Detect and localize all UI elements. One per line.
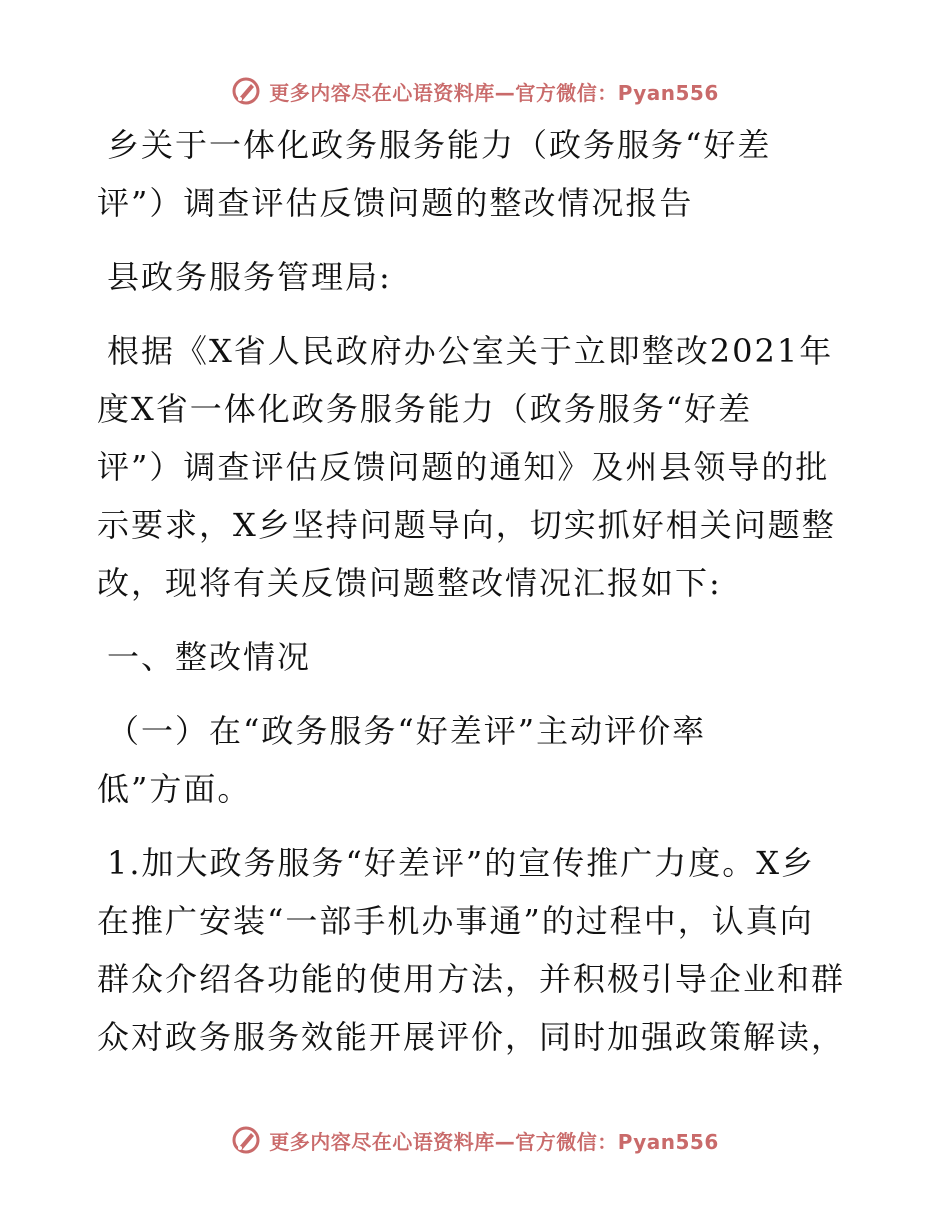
addressee: 县政务服务管理局: — [107, 258, 392, 296]
intro-line: 改，现将有关反馈问题整改情况汇报如下: — [97, 564, 722, 602]
item-paragraph-line: 群众介绍各功能的使用方法，并积极引导企业和群 — [97, 960, 846, 998]
title-line-1: 乡关于一体化政务服务能力（政务服务“好差 — [107, 126, 772, 164]
item-paragraph-line: 众对政务服务效能开展评价，同时加强政策解读， — [97, 1018, 846, 1056]
intro-line: 示要求，X乡坚持问题导向，切实抓好相关问题整 — [97, 506, 836, 544]
section-heading: 一、整改情况 — [107, 638, 312, 676]
document-body — [97, 116, 857, 1066]
subsection-heading-line: 低”方面。 — [97, 770, 252, 808]
title-line-2: 评”）调查评估反馈问题的整改情况报告 — [97, 184, 694, 222]
subsection-heading-line: （一）在“政务服务“好差评”主动评价率 — [107, 712, 707, 750]
watermark-text: 更多内容尽在心语资料库—官方微信：Pyan556 — [269, 80, 719, 105]
watermark-footer — [0, 1120, 950, 1160]
watermark-text: 更多内容尽在心语资料库—官方微信：Pyan556 — [269, 1129, 719, 1154]
intro-line: 度X省一体化政务服务能力（政务服务“好差 — [97, 390, 753, 428]
pen-logo-icon — [231, 76, 261, 106]
intro-line: 根据《X省人民政府办公室关于立即整改2021年 — [107, 332, 834, 370]
intro-line: 评”）调查评估反馈问题的通知》及州县领导的批 — [97, 448, 830, 486]
item-paragraph-line: 1.加大政务服务“好差评”的宣传推广力度。X乡 — [107, 844, 816, 882]
item-paragraph-line: 在推广安装“一部手机办事通”的过程中，认真向 — [97, 902, 814, 940]
pen-logo-icon — [231, 1125, 261, 1155]
watermark-header — [0, 71, 950, 111]
